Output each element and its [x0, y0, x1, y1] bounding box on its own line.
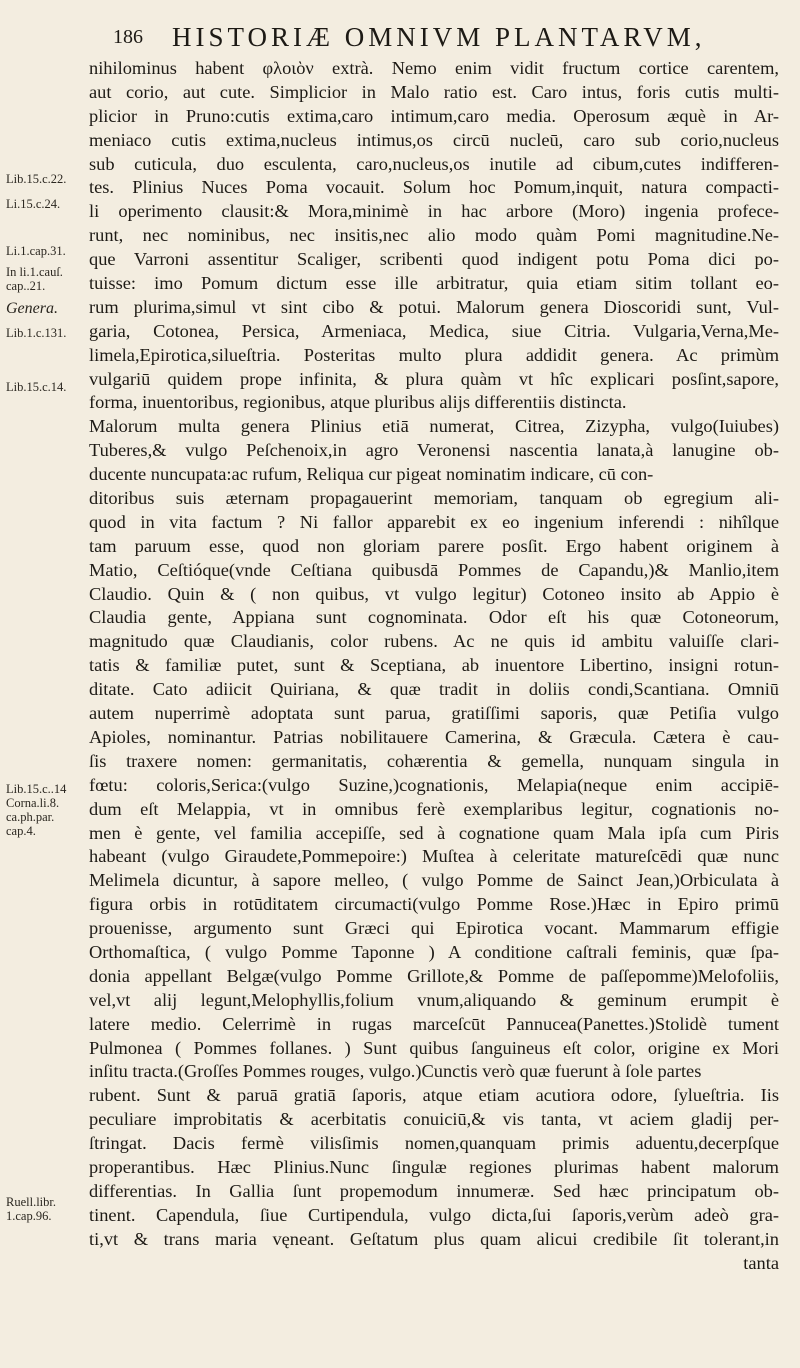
- margin-note: [6, 380, 86, 394]
- text-line: fœtu: coloris,Serica:(vulgo Suzine,)cognationis, Melapia(neque enim accipiē-: [89, 774, 779, 795]
- margin-note-line: Li.15.c.24.: [6, 197, 61, 211]
- text-line: habeant (vulgo Giraudete,Pommepoire:) Muſtea à celeritate matureſcēdi quæ nunc: [89, 846, 779, 867]
- text-line: quod in vita factum ? Ni fallor apparebit ex eo ingenium inferendi : nihîlque: [89, 511, 779, 532]
- text-line: aut corio, aut cute. Simplicior in Malo ratio est. Caro intus, foris cutis multi-: [89, 81, 779, 102]
- margin-note-line: Lib.1.c.131.: [6, 326, 67, 340]
- page-number: 186: [113, 26, 143, 48]
- text-line: vulgariū quidem prope infinita, & plura quàm vt hîc explicari posſint,sapore,: [89, 368, 779, 389]
- text-line: peculiare improbitatis & acerbitatis conuiciū,& vis tanta, vt aciem gladij per-: [89, 1109, 779, 1130]
- text-line: tes. Plinius Nuces Poma vocauit. Solum hoc Pomum,inquit, natura compacti-: [89, 177, 779, 198]
- text-line: nihilominus habent φλοιὸν extrà. Nemo enim vidit fructum cortice carentem,: [89, 58, 779, 78]
- page-header: [0, 18, 800, 54]
- text-line: figura orbis in rotūditatem circumacti(vulgo Pomme Rose.)Hæc in Epiro primū: [89, 894, 779, 915]
- text-line: Pulmonea ( Pommes follanes. ) Sunt quibus ſanguineus eſt color, origine ex Mori: [89, 1037, 779, 1058]
- text-line: tanta: [743, 1252, 779, 1273]
- text-line: magnitudo quæ Claudianis, color rubens. Ac ne quis id ambitu valuiſſe clari-: [89, 631, 779, 652]
- margin-note-line: cap..21.: [6, 279, 46, 293]
- text-line: ſis traxere nomen: germanitatis, cohærentia & gemella, nunquam singula in: [89, 750, 779, 771]
- text-line: Malorum multa genera Plinius etiā numerat, Citrea, Zizypha, vulgo(Iuiubes): [89, 416, 779, 437]
- text-line: plicior in Pruno:cutis extima,caro intimum,caro media. Operosum æquè in Ar-: [89, 105, 779, 126]
- margin-note-line: Corna.li.8.: [6, 796, 60, 810]
- text-line: autem nuperrimè adoptata sunt parua, gratiſſimi saporis, quæ Petiſia vulgo: [89, 703, 779, 724]
- text-line: latere medio. Celerrimè in rugas marceſcūt Pannucea(Panettes.)Stolidè tument: [89, 1013, 779, 1034]
- margin-note: [6, 782, 86, 838]
- text-line: que Varroni assentitur Scaliger, scribenti quod indigent potu Poma dici po-: [89, 249, 779, 270]
- text-line: li operimento clausit:& Mora,minimè in hac arbore (Moro) ingenia profece-: [89, 201, 779, 222]
- margin-note-line: Ruell.libr.: [6, 1195, 56, 1209]
- text-line: tam paruum esse, quod non gloriam parere posſit. Ergo habent originem à: [89, 535, 779, 556]
- margin-note-line: Lib.15.c.14.: [6, 380, 67, 394]
- text-line: tuisse: imo Pomum dictum esse ille arbitratur, quia etiam sitim tollant eo-: [89, 273, 779, 294]
- text-line: Matio, Ceſtióque(vnde Ceſtiana quibusdā Pommes de Capandu,)& Manlio,item: [89, 559, 779, 580]
- text-line: ſtringat. Dacis fermè vilisſimis nomen,quanquam primis aduentu,decerpſque: [89, 1133, 779, 1154]
- text-line: limela,Epirotica,silueſtria. Posteritas multo plura addidit genera. Ac primùm: [89, 344, 779, 365]
- margin-note-line: 1.cap.96.: [6, 1209, 52, 1223]
- text-line: donia appellant Belgæ(vulgo Pomme Grillote,& Pomme de paſſepomme)Melofoliis,: [89, 965, 779, 986]
- text-line: tatis & familiæ putet, sunt & Sceptiana, ab inuentore Libertino, insigni rotun-: [89, 655, 779, 676]
- text-line: properantibus. Hæc Plinius.Nunc ſingulæ regiones plurimas habent malorum: [89, 1156, 779, 1177]
- text-line: dum eſt Melappia, vt in omnibus ferè exemplaribus legitur, cognationis no-: [89, 798, 779, 819]
- text-line: men è gente, vel familia accepiſſe, sed à cognatione quam Mala ipſa cum Piris: [89, 822, 779, 843]
- margin-note-line: Li.1.cap.31.: [6, 244, 66, 258]
- text-line: Apioles, nominantur. Patrias nobilitauere Camerina, & Græcula. Cætera è cau-: [89, 726, 779, 747]
- margin-note-line: Lib.15.c.22.: [6, 172, 67, 186]
- text-line: Claudio. Quin & ( non quibus, vt vulgo legitur) Cotoneo insito ab Appio è: [89, 583, 779, 604]
- text-line: differentias. In Gallia ſunt propemodum innumeræ. Sed hæc principatum ob-: [89, 1180, 779, 1201]
- text-line: inſitu tracta.(Groſſes Pommes rouges, vulgo.)Cunctis verò quæ fuerunt à ſole partes: [89, 1061, 702, 1082]
- text-line: ditate. Cato adiicit Quiriana, & quæ tradit in doliis condi,Scantiana. Omniū: [89, 679, 779, 700]
- text-line: Claudia gente, Appiana sunt cognominata. Odor eſt his quæ Cotoneorum,: [89, 607, 779, 628]
- margin-note-line: Genera.: [6, 300, 58, 317]
- text-line: prouenisse, argumento sunt Græci qui Epirotica vocant. Mammarum effigie: [89, 918, 779, 939]
- margin-note: [6, 172, 86, 186]
- margin-note-line: cap.4.: [6, 824, 36, 838]
- running-head: HISTORIÆ OMNIVM PLANTARVM,: [172, 22, 706, 52]
- margin-note: [6, 302, 86, 316]
- text-line: forma, inuentoribus, regionibus, atque pluribus alijs differentiis distincta.: [89, 392, 627, 413]
- text-line: ducente nuncupata:ac rufum, Reliqua cur pigeat nominatim indicare, cū con-: [89, 464, 654, 485]
- text-line: Orthomaſtica, ( vulgo Pomme Taponne ) A conditione caſtrali feminis, quæ ſpa-: [89, 941, 779, 962]
- text-line: rubent. Sunt & paruā gratiā ſaporis, atque etiam acutiora odore, ſylueſtria. Iis: [89, 1085, 779, 1106]
- text-line: ti,vt & trans maria vęneant. Geſtatum plus quam alicui credibile ſit tolerant,in: [89, 1228, 779, 1249]
- margin-note: [6, 1195, 86, 1223]
- margin-note: [6, 244, 86, 258]
- margin-note-line: Lib.15.c..14: [6, 782, 67, 796]
- text-line: Melimela dicuntur, à sapore melleo, ( vulgo Pomme de Sainct Jean,)Orbiculata à: [89, 870, 779, 891]
- margin-note-line: ca.ph.par.: [6, 810, 55, 824]
- body-text: [89, 57, 779, 1275]
- text-line: Tuberes,& vulgo Peſchenoix,in agro Veronensi nascentia lanata,à lanugine ob-: [89, 440, 779, 461]
- text-line: garia, Cotonea, Persica, Armeniaca, Medica, siue Citria. Vulgaria,Verna,Me-: [89, 320, 779, 341]
- text-line: ditoribus suis æternam propagauerint memoriam, tanquam ob egregium ali-: [89, 488, 779, 509]
- text-line: runt, nec nominibus, nec insitis,nec alio modo quàm Pomi magnitudine.Ne-: [89, 225, 779, 246]
- text-line: meniaco cutis extima,nucleus intimus,os circū nucleū, caro sub corio,nucleus: [89, 129, 779, 150]
- text-line: sub cuticula, duo esculenta, caro,nucleus,os inutile ad cibum,cutes indifferen-: [89, 153, 779, 174]
- margin-note: [6, 197, 86, 211]
- text-line: vel,vt alij legunt,Melophyllis,folium vnum,aliquando & geminum erumpit è: [89, 989, 779, 1010]
- margin-note: [6, 265, 86, 293]
- text-line: tinent. Capendula, ſiue Curtipendula, vulgo dicta,ſui ſaporis,verùm adeò gra-: [89, 1204, 779, 1225]
- margin-note: [6, 326, 86, 340]
- text-line: rum plurima,simul vt sint cibo & potui. Malorum genera Dioscoridi sunt, Vul-: [89, 296, 779, 317]
- margin-note-line: In li.1.cauſ.: [6, 265, 63, 279]
